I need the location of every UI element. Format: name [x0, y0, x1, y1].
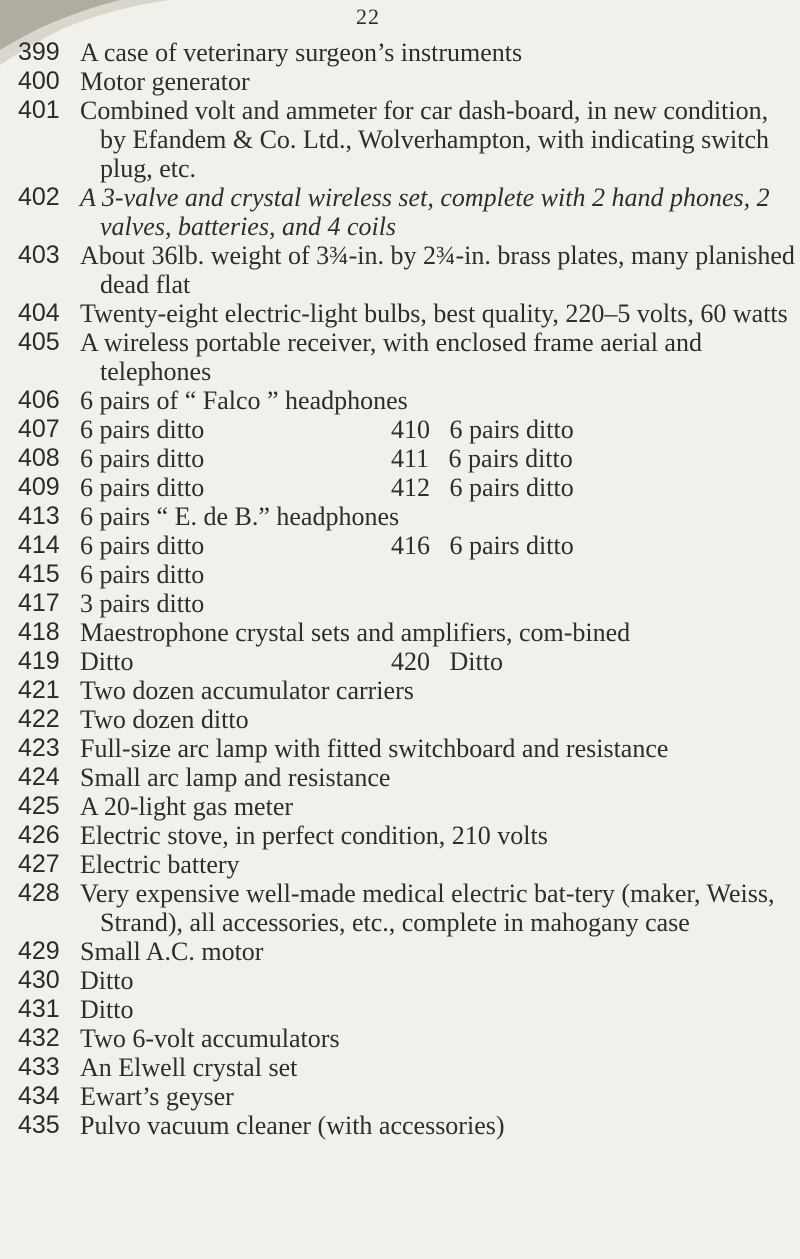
lot-435: [18, 1111, 798, 1140]
lot-number: 427: [18, 850, 60, 878]
lot-description: Ditto 420 Ditto: [80, 647, 503, 676]
lot-431: [18, 995, 798, 1024]
lot-number: 401: [18, 96, 60, 124]
lot-description: Maestrophone crystal sets and amplifiers, com-bined: [80, 618, 631, 647]
lot-419: [18, 647, 798, 676]
lot-number: 432: [18, 1024, 60, 1052]
lot-409: [18, 473, 798, 502]
lot-number: 421: [18, 676, 60, 704]
lot-number: 402: [18, 183, 60, 211]
lot-408: [18, 444, 798, 473]
lot-402: [18, 183, 798, 241]
lot-number: 430: [18, 966, 60, 994]
lot-description: Two dozen accumulator carriers: [80, 676, 414, 705]
inline-lot-412: 412 6 pairs ditto: [391, 473, 574, 502]
lot-description: 6 pairs ditto 411 6 pairs ditto: [80, 444, 573, 473]
lot-description: 6 pairs ditto 410 6 pairs ditto: [80, 415, 574, 444]
lot-description: Full-size arc lamp with fitted switchboard and resistance: [80, 734, 669, 763]
lot-number: 409: [18, 473, 60, 501]
lot-number: 435: [18, 1111, 60, 1139]
lot-list: [18, 38, 798, 1140]
lot-399: [18, 38, 798, 67]
lot-description: Motor generator: [80, 67, 250, 96]
lot-number: 415: [18, 560, 60, 588]
lot-428: [18, 879, 798, 937]
lot-description: A wireless portable receiver, with enclosed frame aerial and telephones: [80, 328, 702, 386]
lot-number: 414: [18, 531, 60, 559]
lot-number: 428: [18, 879, 60, 907]
lot-414: [18, 531, 798, 560]
lot-description: Twenty-eight electric-light bulbs, best quality, 220–5 volts, 60 watts: [80, 299, 788, 328]
lot-number: 429: [18, 937, 60, 965]
lot-number: 423: [18, 734, 60, 762]
lot-421: [18, 676, 798, 705]
lot-number: 405: [18, 328, 60, 356]
lot-description: Small A.C. motor: [80, 937, 264, 966]
lot-number: 431: [18, 995, 60, 1023]
lot-number: 425: [18, 792, 60, 820]
lot-description: 6 pairs of “ Falco ” headphones: [80, 386, 408, 415]
lot-423: [18, 734, 798, 763]
lot-description: A 20-light gas meter: [80, 792, 294, 821]
lot-400: [18, 67, 798, 96]
lot-404: [18, 299, 798, 328]
lot-description: Very expensive well-made medical electric bat-tery (maker, Weiss, Strand), all accessories, etc., complete in mahogany case: [80, 879, 775, 937]
lot-description: An Elwell crystal set: [80, 1053, 298, 1082]
lot-432: [18, 1024, 798, 1053]
lot-429: [18, 937, 798, 966]
lot-418: [18, 618, 798, 647]
lot-number: 407: [18, 415, 60, 443]
lot-403: [18, 241, 798, 299]
lot-description: Small arc lamp and resistance: [80, 763, 391, 792]
lot-number: 422: [18, 705, 60, 733]
lot-description: Electric battery: [80, 850, 240, 879]
lot-description: 6 pairs ditto 412 6 pairs ditto: [80, 473, 574, 502]
lot-description: 3 pairs ditto: [80, 589, 205, 618]
lot-description: Pulvo vacuum cleaner (with accessories): [80, 1111, 505, 1140]
lot-number: 433: [18, 1053, 60, 1081]
lot-413: [18, 502, 798, 531]
inline-lot-420: 420 Ditto: [391, 647, 503, 676]
page-number: 22: [356, 4, 380, 29]
lot-number: 413: [18, 502, 60, 530]
lot-number: 404: [18, 299, 60, 327]
lot-description: Electric stove, in perfect condition, 210 volts: [80, 821, 548, 850]
inline-lot-410: 410 6 pairs ditto: [391, 415, 574, 444]
lot-427: [18, 850, 798, 879]
lot-430: [18, 966, 798, 995]
inline-lot-411: 411 6 pairs ditto: [391, 444, 573, 473]
lot-number: 408: [18, 444, 60, 472]
lot-425: [18, 792, 798, 821]
lot-description: Combined volt and ammeter for car dash-board, in new condition, by Efandem & Co. Ltd., Wolverhampton, with indicating switch plug, etc.: [80, 96, 769, 183]
lot-number: 418: [18, 618, 60, 646]
lot-415: [18, 560, 798, 589]
lot-406: [18, 386, 798, 415]
lot-401: [18, 96, 798, 183]
lot-description: Ewart’s geyser: [80, 1082, 234, 1111]
lot-number: 434: [18, 1082, 60, 1110]
lot-description: Two dozen ditto: [80, 705, 249, 734]
inline-lot-416: 416 6 pairs ditto: [391, 531, 574, 560]
lot-description: A case of veterinary surgeon’s instruments: [80, 38, 523, 67]
lot-426: [18, 821, 798, 850]
lot-number: 419: [18, 647, 60, 675]
lot-number: 400: [18, 67, 60, 95]
lot-number: 424: [18, 763, 60, 791]
lot-433: [18, 1053, 798, 1082]
lot-description: Ditto: [80, 995, 134, 1024]
lot-description: A 3-valve and crystal wireless set, complete with 2 hand phones, 2 valves, batteries, and 4 coils: [80, 183, 770, 241]
lot-number: 406: [18, 386, 60, 414]
lot-description: Two 6-volt accumulators: [80, 1024, 340, 1053]
lot-description: 6 pairs ditto: [80, 560, 205, 589]
lot-description: 6 pairs “ E. de B.” headphones: [80, 502, 400, 531]
lot-description: About 36lb. weight of 3¾-in. by 2¾-in. brass plates, many planished dead flat: [80, 241, 795, 299]
lot-number: 417: [18, 589, 60, 617]
lot-number: 403: [18, 241, 60, 269]
lot-description: Ditto: [80, 966, 134, 995]
lot-424: [18, 763, 798, 792]
lot-434: [18, 1082, 798, 1111]
lot-description: 6 pairs ditto 416 6 pairs ditto: [80, 531, 574, 560]
lot-407: [18, 415, 798, 444]
lot-422: [18, 705, 798, 734]
lot-417: [18, 589, 798, 618]
lot-number: 426: [18, 821, 60, 849]
lot-405: [18, 328, 798, 386]
lot-number: 399: [18, 38, 60, 66]
